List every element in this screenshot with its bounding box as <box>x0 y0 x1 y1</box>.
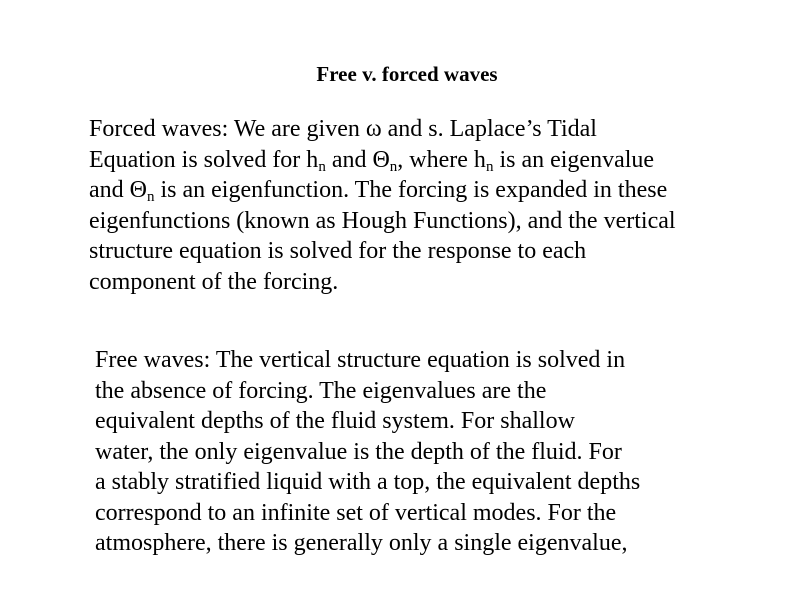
free-line-5: a stably stratified liquid with a top, the equivalent depths <box>95 469 641 495</box>
forced-line-4: eigenfunctions (known as Hough Functions), and the vertical <box>89 207 676 234</box>
subscript-n: n <box>318 158 326 175</box>
free-waves-paragraph <box>95 345 640 559</box>
forced-line-2: Equation is solved for $h_n$ and $\Theta_n$, where $h_n$ is an eigenvalue <box>89 146 655 175</box>
forced-line-3: and $\Theta_n$ is an eigenfunction. The forcing is expanded in these <box>89 177 668 205</box>
forced-line-5: structure equation is solved for the response to each <box>89 238 587 264</box>
subscript-n: n <box>389 158 398 175</box>
subscript-n: n <box>146 189 155 205</box>
free-line-4: water, the only eigenvalue is the depth of the fluid. For <box>95 438 622 465</box>
free-line-3: equivalent depths of the fluid system. For shallow <box>95 408 575 434</box>
free-line-6: correspond to an infinite set of vertical modes. For the <box>95 499 617 526</box>
forced-waves-paragraph <box>89 114 676 297</box>
free-line-2: the absence of forcing. The eigenvalues are the <box>95 377 547 404</box>
subscript-n: n <box>485 158 494 175</box>
slide-title: Free v. forced waves <box>316 62 498 86</box>
free-line-1: Free waves: The vertical structure equation is solved in <box>95 347 626 373</box>
forced-line-6: component of the forcing. <box>89 268 339 295</box>
free-line-7: atmosphere, there is generally only a single eigenvalue, <box>95 530 628 556</box>
forced-line-1: Forced waves: We are given ω and s. Laplace’s Tidal <box>89 116 597 142</box>
